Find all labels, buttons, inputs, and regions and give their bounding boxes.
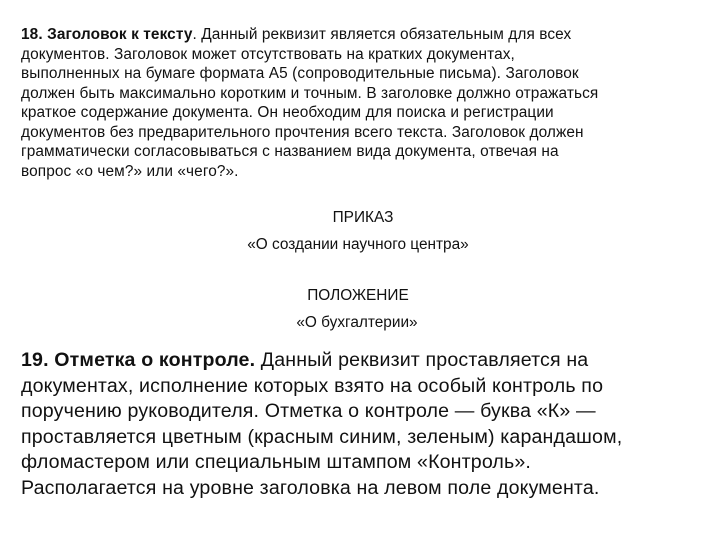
example-regulation-title: «О бухгалтерии» bbox=[296, 314, 418, 331]
section-19-heading: 19. Отметка о контроле. bbox=[21, 349, 256, 371]
section-18-text-line: документов. Заголовок может отсутствовать на кратких документах, bbox=[21, 45, 515, 63]
section-18-paragraph bbox=[21, 25, 706, 181]
section-19-first-line bbox=[21, 348, 711, 374]
section-19-text-line: документах, исполнение которых взято на особый контроль по bbox=[21, 374, 604, 397]
section-18-text-line: . Данный реквизит является обязательным для всех bbox=[192, 26, 572, 43]
section-18-heading: 18. Заголовок к тексту bbox=[21, 26, 193, 43]
section-19-text-line: Располагается на уровне заголовка на левом поле документа. bbox=[21, 476, 600, 499]
section-19-text-line: поручению руководителя. Отметка о контроле — буква «К» — bbox=[21, 400, 596, 422]
section-18-text-line: вопрос «о чем?» или «чего?». bbox=[21, 162, 239, 180]
section-19-paragraph bbox=[21, 348, 711, 501]
section-18-text-line: документов без предварительного прочтения всего текста. Заголовок должен bbox=[21, 123, 584, 141]
example-order-type: ПРИКАЗ bbox=[332, 209, 394, 226]
section-18-first-line bbox=[21, 25, 706, 45]
section-18-text-line: выполненных на бумаге формата А5 (сопроводительные письма). Заголовок bbox=[21, 65, 579, 82]
section-19-text-line: проставляется цветным (красным синим, зеленым) карандашом, bbox=[21, 425, 623, 448]
section-19-text-line: Данный реквизит проставляется на bbox=[255, 349, 589, 371]
section-18-text-line: должен быть максимально коротким и точным. В заголовке должно отражаться bbox=[21, 84, 599, 102]
section-18-text-line: краткое содержание документа. Он необходим для поиска и регистрации bbox=[21, 104, 554, 121]
section-18-text-line: грамматически согласовываться с названием вида документа, отвечая на bbox=[21, 143, 559, 160]
example-order-title: «О создании научного центра» bbox=[247, 236, 469, 253]
section-19-text-line: фломастером или специальным штампом «Контроль». bbox=[21, 451, 532, 473]
example-regulation-type: ПОЛОЖЕНИЕ bbox=[307, 287, 409, 304]
